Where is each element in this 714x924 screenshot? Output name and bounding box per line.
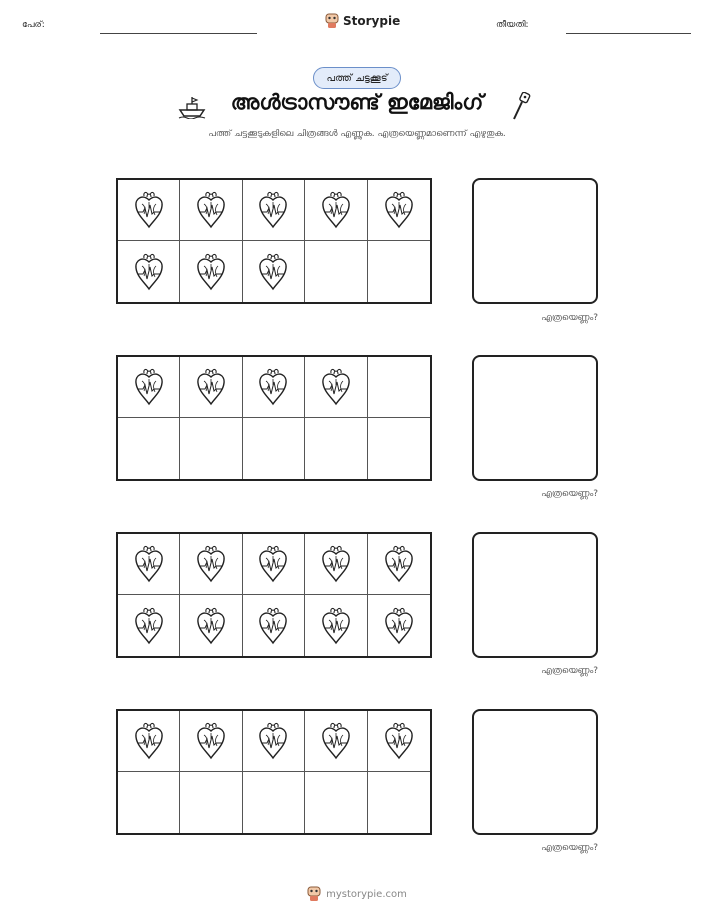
frame-cell xyxy=(180,357,242,418)
heart-icon xyxy=(257,367,289,407)
frame-cell xyxy=(368,595,430,656)
frame-cell xyxy=(243,772,305,833)
frame-cell xyxy=(118,534,180,595)
heart-icon xyxy=(320,544,352,584)
frame-cell xyxy=(118,180,180,241)
how-many-label-2: എത്രയെണ്ണം? xyxy=(541,489,598,499)
heart-icon xyxy=(257,606,289,646)
answer-box-3[interactable] xyxy=(472,532,598,658)
frame-cell xyxy=(180,595,242,656)
how-many-label-1: എത്രയെണ്ണം? xyxy=(541,313,598,323)
frame-cell xyxy=(243,534,305,595)
heart-icon xyxy=(383,721,415,761)
heart-icon xyxy=(195,190,227,230)
frame-cell xyxy=(305,241,367,302)
frame-cell xyxy=(368,357,430,418)
frame-cell xyxy=(243,180,305,241)
frame-cell xyxy=(368,241,430,302)
heart-icon xyxy=(195,721,227,761)
brand-name: Storypie xyxy=(343,14,401,28)
heart-icon xyxy=(383,606,415,646)
frame-cell xyxy=(118,595,180,656)
heart-icon xyxy=(133,606,165,646)
frame-cell xyxy=(118,357,180,418)
heart-icon xyxy=(195,367,227,407)
heart-icon xyxy=(257,544,289,584)
frame-cell xyxy=(368,180,430,241)
ten-frame-1 xyxy=(116,178,432,304)
answer-box-1[interactable] xyxy=(472,178,598,304)
heart-icon xyxy=(133,721,165,761)
frame-cell xyxy=(368,711,430,772)
heart-icon xyxy=(195,252,227,292)
footer-url: mystorypie.com xyxy=(326,888,407,900)
frame-cell xyxy=(118,711,180,772)
frame-cell xyxy=(305,595,367,656)
heart-icon xyxy=(257,721,289,761)
how-many-label-3: എത്രയെണ്ണം? xyxy=(541,666,598,676)
frame-cell xyxy=(368,772,430,833)
name-line[interactable] xyxy=(100,33,257,34)
footer xyxy=(0,886,714,902)
frame-cell xyxy=(243,241,305,302)
brand-logo xyxy=(325,13,400,29)
frame-cell xyxy=(118,418,180,479)
frame-cell xyxy=(243,711,305,772)
heart-icon xyxy=(320,606,352,646)
frame-cell xyxy=(243,595,305,656)
frame-cell xyxy=(180,772,242,833)
mascot-icon xyxy=(325,13,339,29)
frame-cell xyxy=(305,711,367,772)
heart-icon xyxy=(133,190,165,230)
heart-icon xyxy=(133,544,165,584)
page-title: അൾട്രാസൗണ്ട് ഇമേജിംഗ് xyxy=(230,90,484,114)
date-line[interactable] xyxy=(566,33,691,34)
heart-icon xyxy=(383,544,415,584)
heart-icon xyxy=(320,367,352,407)
heart-icon xyxy=(133,367,165,407)
frame-cell xyxy=(305,180,367,241)
heart-icon xyxy=(195,606,227,646)
ten-frame-4 xyxy=(116,709,432,835)
heart-icon xyxy=(320,721,352,761)
frame-cell xyxy=(243,418,305,479)
frame-cell xyxy=(180,180,242,241)
name-label: പേര്: xyxy=(22,20,45,30)
frame-cell xyxy=(243,357,305,418)
ten-frame-2 xyxy=(116,355,432,481)
heart-icon xyxy=(257,252,289,292)
mascot-icon xyxy=(307,886,321,902)
frame-cell xyxy=(305,772,367,833)
answer-box-4[interactable] xyxy=(472,709,598,835)
frame-cell xyxy=(305,534,367,595)
frame-cell xyxy=(180,711,242,772)
frame-cell xyxy=(305,418,367,479)
frame-cell xyxy=(368,534,430,595)
frame-cell xyxy=(368,418,430,479)
ten-frame-3 xyxy=(116,532,432,658)
heart-icon xyxy=(257,190,289,230)
heart-icon xyxy=(133,252,165,292)
date-label: തീയതി: xyxy=(496,20,529,30)
worksheet-type-badge: പത്ത് ചട്ടക്കൂട് xyxy=(313,67,401,89)
frame-cell xyxy=(305,357,367,418)
frame-cell xyxy=(180,418,242,479)
heart-icon xyxy=(195,544,227,584)
answer-box-2[interactable] xyxy=(472,355,598,481)
ultrasound-probe-icon xyxy=(510,92,532,122)
heart-icon xyxy=(383,190,415,230)
heart-icon xyxy=(320,190,352,230)
frame-cell xyxy=(180,241,242,302)
frame-cell xyxy=(118,241,180,302)
frame-cell xyxy=(118,772,180,833)
how-many-label-4: എത്രയെണ്ണം? xyxy=(541,843,598,853)
instruction-text: പത്ത് ചട്ടക്കൂടുകളിലെ ചിത്രങ്ങൾ എണ്ണുക. എത്രയെണ്ണമാണെന്ന് എഴുതുക. xyxy=(208,129,506,139)
frame-cell xyxy=(180,534,242,595)
